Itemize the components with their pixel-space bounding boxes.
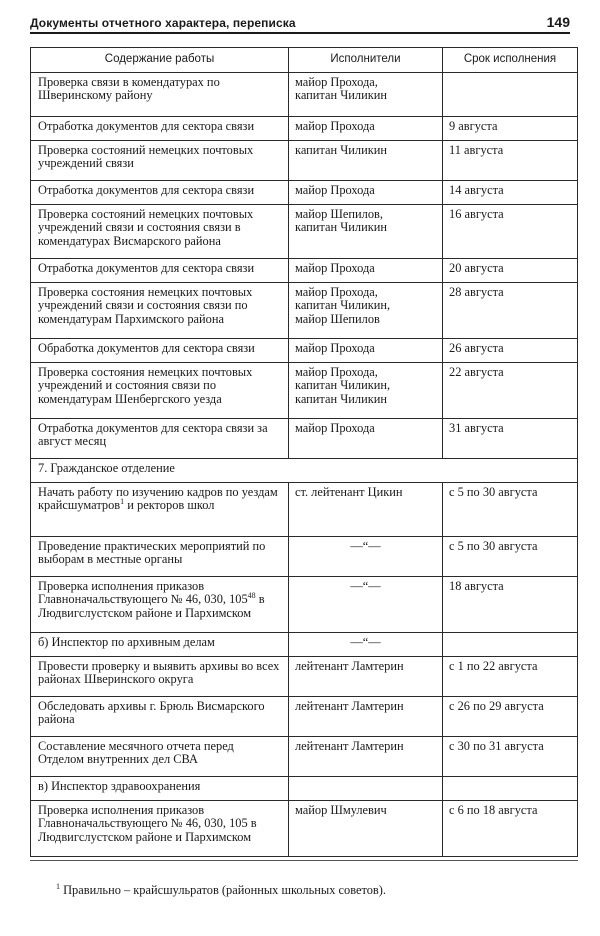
section-row <box>31 459 578 483</box>
executors-text: майор Прохода <box>295 183 375 197</box>
column-header-deadline: Срок исполнения <box>443 48 578 73</box>
deadline-cell: 11 августа <box>443 141 578 181</box>
executors-cell <box>289 737 443 777</box>
footnote-ref: 48 <box>247 591 256 601</box>
executors-cell <box>289 577 443 633</box>
deadline-cell: с 6 по 18 августа <box>443 801 578 857</box>
executors-text: лейтенант Ламтерин <box>295 659 404 673</box>
executors-cell <box>289 339 443 363</box>
deadline-cell: с 5 по 30 августа <box>443 483 578 537</box>
page-header <box>30 8 570 32</box>
executors-cell <box>289 537 443 577</box>
work-cell: Проверка состояния немецких почтовых учреждений и состояния связи по комендатурам Шенбергского уезда <box>31 363 289 419</box>
executors-text: майор Прохода <box>295 341 375 355</box>
deadline-cell: 20 августа <box>443 259 578 283</box>
section-heading: б) Инспектор по архивным делам <box>31 633 289 657</box>
ditto-mark: —“— <box>350 635 381 649</box>
deadline-cell: 28 августа <box>443 283 578 339</box>
executors-cell <box>289 141 443 181</box>
executors-cell <box>289 205 443 259</box>
executors-cell <box>289 363 443 419</box>
work-cell: Проверка исполнения приказов Главноначальствующего № 46, 030, 105 в Людвигслустском районе и Пархимском <box>31 801 289 857</box>
running-title: Документы отчетного характера, переписка <box>30 16 296 30</box>
executors-text: майор Прохода, капитан Чиликин, майор Шепилов <box>295 285 391 326</box>
executors-cell <box>289 777 443 801</box>
work-cell: Проведение практических мероприятий по выборам в местные органы <box>31 537 289 577</box>
executors-text: майор Шепилов, капитан Чиликин <box>295 207 388 235</box>
executors-text: майор Прохода, капитан Чиликин, капитан Чиликин <box>295 365 391 406</box>
executors-text: лейтенант Ламтерин <box>295 739 404 753</box>
table-row <box>31 697 578 737</box>
table-row <box>31 73 578 117</box>
work-text: и ректоров школ <box>124 498 215 513</box>
ditto-mark: —“— <box>350 539 381 553</box>
executors-cell <box>289 117 443 141</box>
header-rule <box>30 32 570 34</box>
work-cell: Отработка документов для сектора связи <box>31 117 289 141</box>
executors-cell <box>289 483 443 537</box>
work-cell: Проверка состояний немецких почтовых учреждений связи и состояния связи в комендатурах Висмарского района <box>31 205 289 259</box>
footnote-text: Правильно – крайсшульратов (районных школьных советов). <box>63 883 386 897</box>
table-row <box>31 181 578 205</box>
executors-cell <box>289 73 443 117</box>
executors-cell <box>289 181 443 205</box>
executors-text: майор Прохода <box>295 421 375 435</box>
executors-text: лейтенант Ламтерин <box>295 699 404 713</box>
table-row <box>31 537 578 577</box>
work-text: в Людвигслустском районе и Пархимском <box>38 592 265 620</box>
work-cell: Проверка связи в комендатурах по Шверинскому району <box>31 73 289 117</box>
table-row <box>31 801 578 857</box>
page-number: 149 <box>546 14 570 30</box>
deadline-cell: с 5 по 30 августа <box>443 537 578 577</box>
deadline-cell: 9 августа <box>443 117 578 141</box>
work-cell: Составление месячного отчета перед Отделом внутренних дел СВА <box>31 737 289 777</box>
work-cell: Провести проверку и выявить архивы во всех районах Шверинского округа <box>31 657 289 697</box>
work-text: Начать работу по изучению кадров по уездам крайсшуматров <box>38 485 278 513</box>
executors-text: майор Прохода <box>295 261 375 275</box>
work-cell: Отработка документов для сектора связи <box>31 181 289 205</box>
work-cell: Проверка состояния немецких почтовых учреждений связи и состояния связи по комендатурам Пархимского района <box>31 283 289 339</box>
section-heading: в) Инспектор здравоохранения <box>31 777 289 801</box>
deadline-cell <box>443 633 578 657</box>
table-row <box>31 577 578 633</box>
work-cell: Проверка состояний немецких почтовых учреждений связи <box>31 141 289 181</box>
executors-text: капитан Чиликин <box>295 143 388 157</box>
table-row <box>31 117 578 141</box>
table-row <box>31 483 578 537</box>
work-text: Проверка исполнения приказов Главноначальствующего № 46, 030, 105 <box>38 579 248 607</box>
table-row <box>31 657 578 697</box>
deadline-cell: 16 августа <box>443 205 578 259</box>
work-plan-table <box>30 47 578 857</box>
work-cell: Отработка документов для сектора связи <box>31 259 289 283</box>
column-header-work: Содержание работы <box>31 48 289 73</box>
deadline-cell: с 26 по 29 августа <box>443 697 578 737</box>
executors-text: майор Прохода, капитан Чиликин <box>295 75 388 103</box>
deadline-cell: 26 августа <box>443 339 578 363</box>
table-row <box>31 259 578 283</box>
section-heading: 7. Гражданское отделение <box>31 459 578 483</box>
work-cell: Отработка документов для сектора связи за август месяц <box>31 419 289 459</box>
deadline-cell: 22 августа <box>443 363 578 419</box>
table-row <box>31 363 578 419</box>
deadline-cell: 14 августа <box>443 181 578 205</box>
footnote <box>56 883 386 898</box>
column-header-executors: Исполнители <box>289 48 443 73</box>
footnote-ref: 1 <box>120 497 125 507</box>
table-row <box>31 141 578 181</box>
executors-cell <box>289 657 443 697</box>
work-cell <box>31 483 289 537</box>
table-row <box>31 419 578 459</box>
executors-cell <box>289 801 443 857</box>
deadline-cell: с 30 по 31 августа <box>443 737 578 777</box>
section-row <box>31 777 578 801</box>
executors-cell <box>289 633 443 657</box>
footnote-rule <box>30 860 578 861</box>
work-cell <box>31 577 289 633</box>
ditto-mark: —“— <box>350 579 381 593</box>
section-row <box>31 633 578 657</box>
deadline-cell <box>443 73 578 117</box>
executors-text: майор Шмулевич <box>295 803 387 817</box>
executors-text: майор Прохода <box>295 119 375 133</box>
deadline-cell <box>443 777 578 801</box>
table-row <box>31 737 578 777</box>
footnote-marker: 1 <box>56 881 60 891</box>
executors-cell <box>289 697 443 737</box>
table-row <box>31 339 578 363</box>
deadline-cell: с 1 по 22 августа <box>443 657 578 697</box>
work-cell: Обработка документов для сектора связи <box>31 339 289 363</box>
table-row <box>31 283 578 339</box>
deadline-cell: 31 августа <box>443 419 578 459</box>
executors-cell <box>289 283 443 339</box>
table-row <box>31 205 578 259</box>
executors-text: ст. лейтенант Цикин <box>295 485 403 499</box>
executors-cell <box>289 259 443 283</box>
table-header-row <box>31 48 578 73</box>
executors-cell <box>289 419 443 459</box>
work-cell: Обследовать архивы г. Брюль Висмарского района <box>31 697 289 737</box>
deadline-cell: 18 августа <box>443 577 578 633</box>
